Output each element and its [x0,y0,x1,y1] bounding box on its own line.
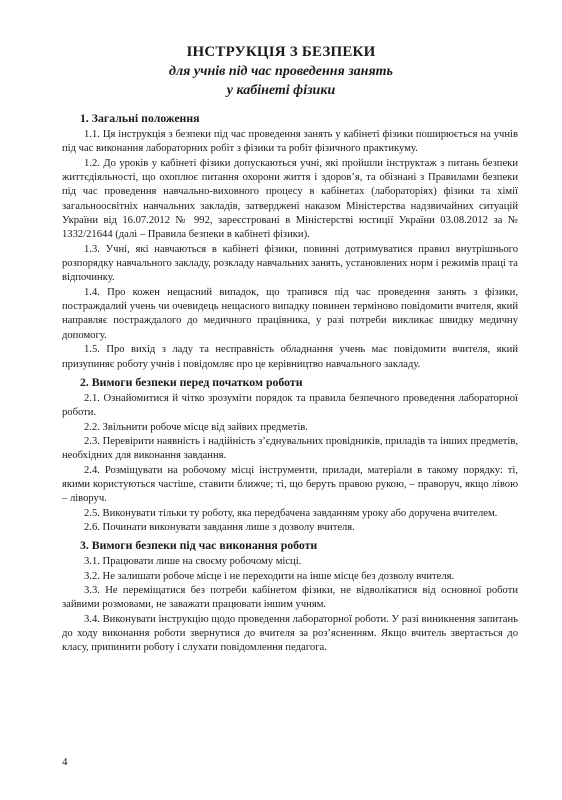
section-title-before-work: 2. Вимоги безпеки перед початком роботи [80,374,303,389]
paragraph-2-5: 2.5. Виконувати тільки ту роботу, яка передбачена завданням уроку або доручена вчителем. [84,507,498,519]
paragraph-2-2: 2.2. Звільнити робоче місце від зайвих предметів. [84,421,308,433]
paragraph-1-1: 1.1. Ця інструкція з безпеки під час проведення занять у кабінеті фізики поширюється на учнів під час виконання лабораторних робіт з фізики та робіт фізичного практикуму. [62,129,518,155]
paragraph-1-4: 1.4. Про кожен нещасний випадок, що трапився під час проведення занять з фізики, постраждалий учень чи очевидець нещасного випадку повинен терміново повідомити вчителя, який направляє постраждалого до медичного працівника, у разі потреби викликає швидку медичну допомогу. [62,286,518,341]
paragraph-1-5: 1.5. Про вихід з ладу та несправність обладнання учень має повідомити вчителя, який призупиняє роботу учнів і повідомляє про це керівництво навчального закладу. [62,344,518,370]
document-subtitle-line-1: для учнів під час проведення занять [169,64,393,79]
paragraph-2-4: 2.4. Розміщувати на робочому місці інструменти, прилади, матеріали в такому порядку: ті, якими користуються частіше, ставити ближче; ті, що беруть правою рукою, – праворуч, якщо лівою – ліворуч. [62,464,518,505]
page-number: 4 [62,756,68,768]
paragraph-1-3: 1.3. Учні, які навчаються в кабінеті фізики, повинні дотримуватися правил внутрішнього розпорядку навчального закладу, розкладу навчальних занять, установлених норм і режимів праці та відпочинку. [62,243,518,284]
paragraph-3-2: 3.2. Не залишати робоче місце і не переходити на інше місце без дозволу вчителя. [84,570,455,582]
paragraph-2-6: 2.6. Починати виконувати завдання лише з дозволу вчителя. [84,521,355,533]
paragraph-2-3: 2.3. Перевірити наявність і надійність з’єднувальних провідників, приладів та інших предметів, необхідних для виконання завдання. [62,435,518,462]
paragraph-3-1: 3.1. Працювати лише на своєму робочому місці. [84,556,302,568]
paragraph-3-3: 3.3. Не переміщатися без потреби кабінетом фізики, не відволікатися від основної роботи зайвими розмовами, не заважати працювати іншим учням. [62,584,518,611]
section-title-during-work: 3. Вимоги безпеки під час виконання роботи [80,538,318,553]
paragraph-2-1: 2.1. Ознайомитися й чітко зрозуміти порядок та правила безпечного проведення лабораторної роботи. [62,392,518,419]
paragraph-1-2: 1.2. До уроків у кабінеті фізики допускаються учні, які пройшли інструктаж з питань безпеки життєдіяльності, що охоплює питання охорони життя і здоров’я, та обізнані з Правилами безпеки під час проведення навчально-виховного процесу в кабінетах (лабораторіях) фізики та хімії загальноосвітніх навчальних закладів, затверджені наказом Міністерства надзвичайних ситуацій України від 16.07.2012 № 992, зареєстровані в Міністерстві юстиції України 03.08.2012 за № 1332/21644 (далі – Правила безпеки в кабінеті фізики). [62,157,518,241]
document-subtitle-line-2: у кабінеті фізики [226,83,336,98]
paragraph-3-4: 3.4. Виконувати інструкцію щодо проведення лабораторної роботи. У разі виникнення запитань до ходу виконання роботи звернутися до вчителя за роз’ясненням. Якщо вчитель звертається до класу, припинити роботу і слухати повідомлення педагога. [62,613,518,654]
section-title-general: 1. Загальні положення [80,111,200,125]
document-title: ІНСТРУКЦІЯ З БЕЗПЕКИ [186,44,376,60]
document-body [62,108,518,656]
